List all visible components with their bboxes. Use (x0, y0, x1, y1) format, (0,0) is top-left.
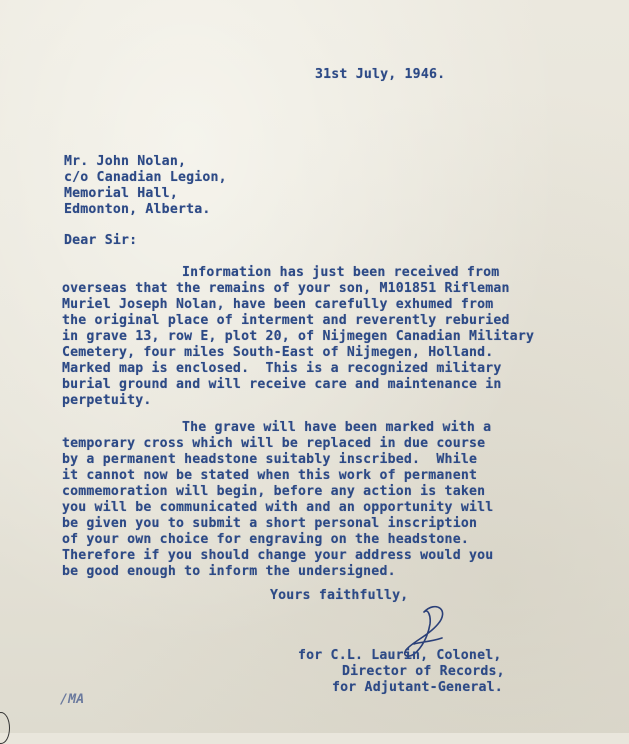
signature-line-1: for C.L. Laurin, Colonel, (298, 648, 502, 663)
paragraph1-line-3: Muriel Joseph Nolan, have been carefully exhumed from (62, 297, 494, 312)
paragraph2-line-3: by a permanent headstone suitably inscribed. While (62, 452, 478, 467)
paragraph2-line-7: be given you to submit a short personal inscription (62, 516, 478, 531)
paragraph2-line-10: be good enough to inform the undersigned. (62, 564, 396, 579)
punch-hole-mark (0, 712, 10, 744)
paragraph2-line-1: The grave will have been marked with a (182, 420, 492, 435)
recipient-line-3: Memorial Hall, (64, 186, 178, 201)
paragraph1-line-2: overseas that the remains of your son, M101851 Rifleman (62, 281, 510, 296)
paragraph2-line-8: of your own choice for engraving on the headstone. (62, 532, 469, 547)
reference-initials: /MA (60, 692, 85, 707)
paragraph1-line-8: burial ground and will receive care and maintenance in (62, 377, 502, 392)
paragraph1-line-6: Cemetery, four miles South-East of Nijmegen, Holland. (62, 345, 494, 360)
paragraph2-line-2: temporary cross which will be replaced in due course (62, 436, 486, 451)
paragraph1-line-7: Marked map is enclosed. This is a recognized military (62, 361, 502, 376)
paragraph2-line-4: it cannot now be stated when this work of permanent (62, 468, 478, 483)
closing: Yours faithfully, (270, 588, 409, 603)
paragraph2-line-5: commemoration will begin, before any action is taken (62, 484, 486, 499)
paragraph2-line-6: you will be communicated with and an opportunity will (62, 500, 494, 515)
letter-date: 31st July, 1946. (315, 67, 446, 82)
recipient-line-4: Edmonton, Alberta. (64, 202, 211, 217)
paragraph1-line-5: in grave 13, row E, plot 20, of Nijmegen Canadian Military (62, 329, 535, 344)
paragraph1-line-9: perpetuity. (62, 393, 152, 408)
paragraph1-line-1: Information has just been received from (182, 265, 500, 280)
paragraph1-line-4: the original place of interment and reverently reburied (62, 313, 510, 328)
signature-line-2: Director of Records, (342, 664, 505, 679)
paragraph2-line-9: Therefore if you should change your address would you (62, 548, 494, 563)
salutation: Dear Sir: (64, 233, 138, 248)
recipient-line-2: c/o Canadian Legion, (64, 170, 227, 185)
signature-line-3: for Adjutant-General. (332, 680, 503, 695)
recipient-line-1: Mr. John Nolan, (64, 154, 187, 169)
